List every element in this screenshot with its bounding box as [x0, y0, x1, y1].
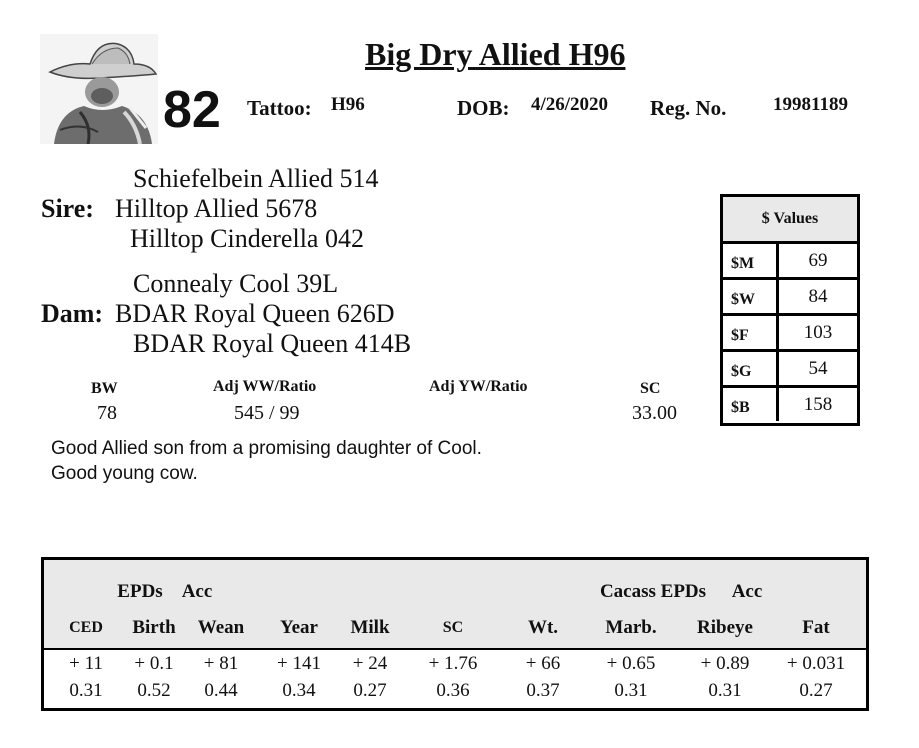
animal-name-title: Big Dry Allied H96 [365, 36, 626, 72]
dollar-value: 158 [803, 393, 833, 415]
epd-value: + 141 [277, 653, 321, 674]
sire-label: Sire: [41, 194, 94, 223]
epd-column-header: SC [442, 619, 464, 636]
carcass-epd-group-label: Cacass EPDs [599, 581, 707, 602]
sc-value: 33.00 [632, 402, 677, 424]
bw-value: 78 [97, 402, 117, 424]
sire-name: Hilltop Allied 5678 [115, 194, 318, 223]
cowboy-logo-image [40, 34, 158, 144]
epd-accuracy: 0.37 [526, 680, 560, 701]
dollar-value: 84 [808, 285, 828, 307]
epd-column-header: Marb. [605, 617, 657, 638]
dollar-value: 103 [803, 321, 833, 343]
epd-column-header: Fat [802, 617, 830, 638]
epd-column-header: Birth [132, 617, 176, 638]
lot-number: 82 [163, 81, 221, 139]
dam-name: BDAR Royal Queen 626D [115, 299, 395, 328]
dollar-value-label: $F [723, 316, 779, 349]
epd-accuracy: 0.31 [614, 680, 648, 701]
adj-yw-label: Adj YW/Ratio [429, 378, 528, 395]
adj-ww-label: Adj WW/Ratio [213, 378, 317, 395]
epd-accuracy: 0.31 [708, 680, 742, 701]
epd-accuracy: 0.52 [137, 680, 171, 701]
dam-dam: BDAR Royal Queen 414B [133, 329, 412, 358]
epd-column-header: CED [69, 619, 103, 636]
epd-group-label: EPDs [117, 581, 163, 602]
dollar-value-label: $M [723, 244, 779, 277]
epd-column-header: Ribeye [697, 617, 753, 638]
dollar-values-table [720, 194, 860, 426]
dollar-values-title: $ Values [723, 197, 857, 244]
epd-value: + 1.76 [428, 653, 478, 674]
tattoo-value: H96 [331, 94, 365, 115]
dob-value: 4/26/2020 [531, 94, 609, 115]
carcass-epd-group-acc: Acc [731, 581, 763, 602]
epd-value: + 81 [203, 653, 239, 674]
dollar-value-label: $G [723, 352, 779, 385]
dob-label: DOB: [457, 96, 510, 120]
epd-accuracy: 0.36 [436, 680, 470, 701]
epd-column-header: Wt. [527, 617, 559, 638]
sire-dam: Hilltop Cinderella 042 [130, 224, 364, 253]
sc-label: SC [640, 380, 661, 397]
dollar-value-label: $B [723, 388, 779, 421]
dollar-values-row [723, 388, 857, 421]
epd-value: + 11 [69, 653, 103, 674]
epd-value: + 0.1 [134, 653, 174, 674]
adj-ww-value: 545 / 99 [234, 402, 300, 424]
dollar-value: 69 [808, 249, 828, 271]
epd-value: + 0.89 [700, 653, 750, 674]
dollar-values-row [723, 352, 857, 388]
epd-group-acc: Acc [181, 581, 213, 602]
comment-line: Good young cow. [51, 463, 198, 484]
dam-sire: Connealy Cool 39L [133, 269, 339, 298]
epd-value: + 0.031 [786, 653, 846, 674]
reg-no-value: 19981189 [773, 94, 848, 115]
epd-accuracy: 0.34 [282, 680, 316, 701]
epd-value: + 66 [525, 653, 561, 674]
bw-label: BW [91, 380, 118, 397]
reg-no-label: Reg. No. [650, 96, 727, 120]
comment [51, 436, 482, 486]
epd-value: + 0.65 [606, 653, 656, 674]
dollar-values-row [723, 244, 857, 280]
epd-column-header: Wean [197, 617, 245, 638]
epd-value: + 24 [352, 653, 388, 674]
dollar-values-row [723, 280, 857, 316]
epd-accuracy: 0.31 [69, 680, 103, 701]
epd-accuracy: 0.44 [204, 680, 238, 701]
dam-label: Dam: [41, 299, 104, 328]
comment-line: Good Allied son from a promising daughter of Cool. [51, 438, 482, 459]
sire-sire: Schiefelbein Allied 514 [133, 164, 379, 193]
tattoo-label: Tattoo: [247, 96, 312, 120]
dollar-values-row [723, 316, 857, 352]
epd-column-header: Milk [350, 617, 390, 638]
dollar-value-label: $W [723, 280, 779, 313]
epd-column-header: Year [280, 617, 318, 638]
dollar-value: 54 [808, 357, 828, 379]
epd-accuracy: 0.27 [799, 680, 833, 701]
epd-accuracy: 0.27 [353, 680, 387, 701]
epd-table [41, 557, 869, 711]
